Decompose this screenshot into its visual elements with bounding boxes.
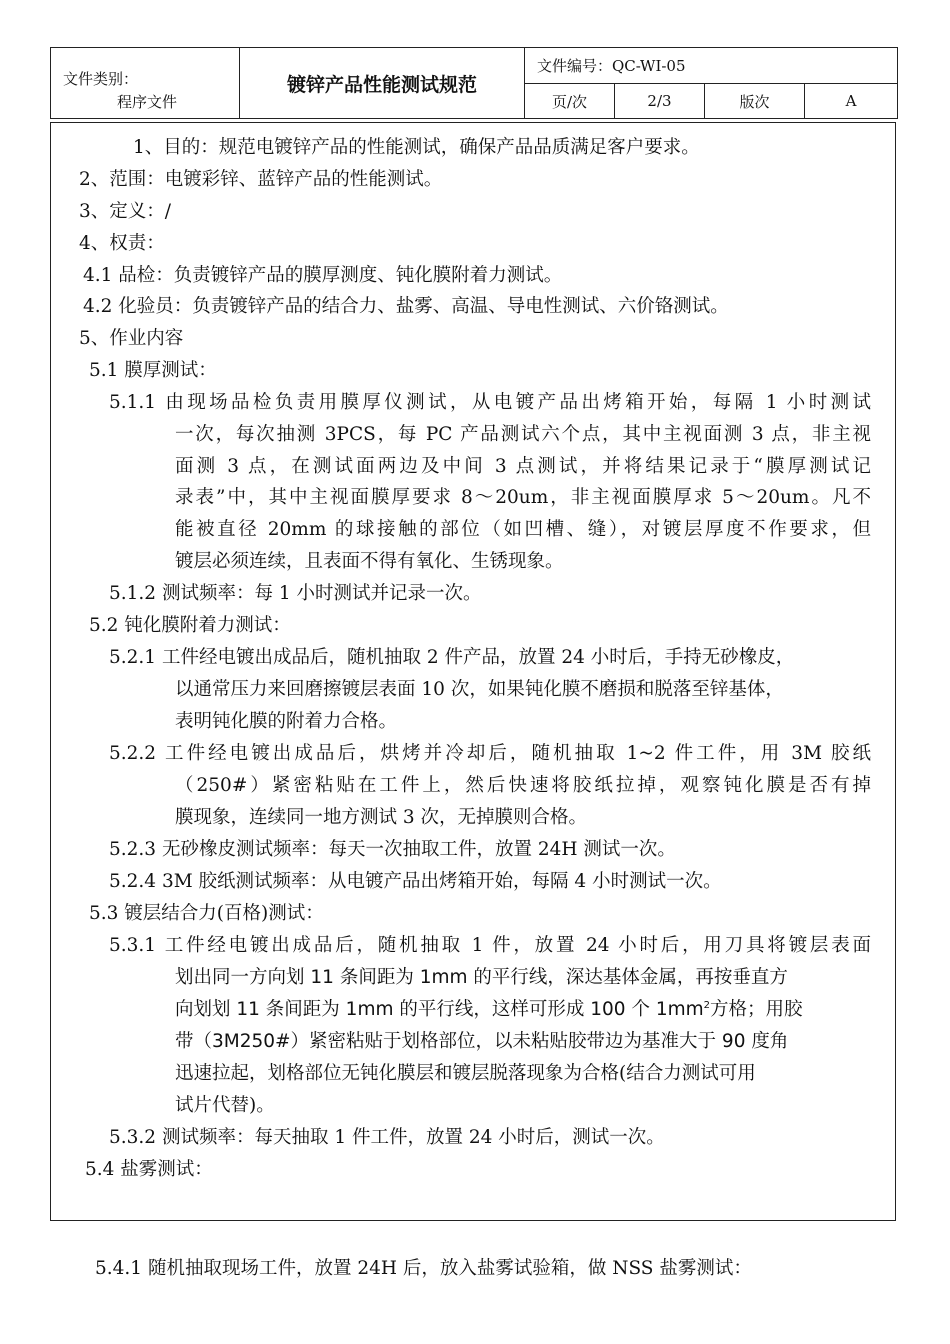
- document-number: 文件编号：QC-WI-05: [525, 48, 897, 84]
- paragraph-line: [109, 649, 794, 668]
- category-label: 文件类别：: [63, 70, 139, 88]
- frequency-5-2-3: 5.2.3 无砂橡皮测试频率：每天一次抽取工件，放置 24H 测试一次。: [109, 839, 676, 860]
- text-run: 镀层表面 10 次: [341, 679, 470, 700]
- content-box: [50, 122, 896, 1221]
- bold-run: 镀层脱落现象为合格: [452, 1063, 620, 1084]
- purpose-line: 1、目的：规范电镀锌产品的性能测试，确保产品品质满足客户要求。: [133, 137, 700, 158]
- paragraph-line: 5.3.1 工件经电镀出成品后，随机抽取 1 件，放置 24 小时后，用刀具将镀层表面: [109, 935, 871, 956]
- paragraph-line: 能被直径 20mm 的球接触的部位（如凹槽、缝），对镀层厚度不作要求，但: [175, 519, 871, 540]
- paragraph-line: 试片代替)。: [175, 1095, 275, 1116]
- version-value: A: [845, 92, 857, 110]
- section-5-4-heading: 5.4 盐雾测试：: [85, 1159, 213, 1180]
- text-run: 向划划 11 条间距为 1mm 的平行线，这样可形成 100 个 1mm: [175, 999, 704, 1021]
- bold-run: ，如果钝化膜不磨损和脱落至锌基体，: [469, 679, 784, 700]
- responsibility-chemist: 4.2 化验员：负责镀锌产品的结合力、盐雾、高温、导电性测试、六价铬测试。: [83, 296, 729, 317]
- footer-line: 5.4.1 随机抽取现场工件，放置 24H 后，放入盐雾试验箱，做 NSS 盐雾测试：: [95, 1258, 752, 1279]
- paragraph-line: 膜现象，连续同一地方测试 3 次，无掉膜则合格。: [175, 807, 588, 828]
- bold-run: 同一方向划 11 条间距为 1mm 的平行线，深达基体金属，再按垂直方: [212, 967, 788, 988]
- paragraph-line: 一次，每次抽测 3PCS，每 PC 产品测试六个点，其中主视面测 3 点，非主视: [175, 424, 871, 445]
- paragraph-line: 面测 3 点，在测试面两边及中间 3 点测试，并将结果记录于“膜厚测试记: [175, 456, 871, 477]
- category-value: 程序文件: [117, 93, 178, 111]
- paragraph-line: [175, 1001, 803, 1020]
- paragraph-line: 5.2.2 工件经电镀出成品后，烘烤并冷却后，随机抽取 1~2 件工件，用 3M 胶纸: [109, 743, 871, 764]
- frequency-5-1-2: 5.1.2 测试频率：每 1 小时测试并记录一次。: [109, 583, 482, 604]
- document-title: 镀锌产品性能测试规范: [240, 48, 525, 118]
- text-run: 5.2.1 工件经电镀出成品后，随机抽取 2 件产品，放置 24 小时后，: [109, 647, 665, 668]
- bold-run: 手持无砂橡皮，: [664, 647, 795, 668]
- text-run: 和: [434, 1063, 453, 1084]
- responsibility-inspector: 4.1 品检：负责镀锌产品的膜厚测度、钝化膜附着力测试。: [83, 265, 563, 286]
- text-run: 方格；用胶: [710, 999, 803, 1021]
- paragraph-line: [175, 681, 784, 700]
- paragraph-line: （250#）紧密粘贴在工件上，然后快速将胶纸拉掉，观察钝化膜是否有掉: [175, 775, 871, 796]
- work-content-heading: 5、作业内容: [79, 328, 184, 349]
- scope-line: 2、范围：电镀彩锌、蓝锌产品的性能测试。: [79, 169, 443, 190]
- superscript: 2: [703, 1000, 711, 1011]
- frequency-5-2-4: 5.2.4 3M 胶纸测试频率：从电镀产品出烤箱开始，每隔 4 小时测试一次。: [109, 871, 722, 892]
- bold-run: 以通常压力来回磨擦: [175, 679, 342, 700]
- section-5-3-heading: 5.3 镀层结合力(百格)测试：: [89, 903, 324, 924]
- section-5-1-heading: 5.1 膜厚测试：: [89, 360, 217, 381]
- version-label: 版次: [705, 84, 805, 118]
- category-cell: [51, 48, 240, 118]
- definition-line: 3、定义：/: [79, 201, 172, 222]
- paragraph-line: [175, 969, 788, 988]
- bold-run: 迅速拉起，划格部位无钝化膜层: [175, 1063, 435, 1084]
- responsibility-heading: 4、权责：: [79, 233, 165, 254]
- document-header: [50, 47, 898, 119]
- frequency-5-3-2: 5.3.2 测试频率：每天抽取 1 件工件，放置 24 小时后，测试一次。: [109, 1127, 665, 1148]
- paragraph-line: 录表”中，其中主视面膜厚要求 8～20um，非主视面膜厚求 5～20um。凡不: [175, 487, 871, 508]
- doc-info-cell: [525, 48, 897, 118]
- page-value: 2/3: [615, 84, 705, 118]
- paragraph-line: 带（3M250#）紧密粘贴于划格部位，以未粘贴胶带边为基准大于 90 度角: [175, 1031, 789, 1052]
- section-5-2-heading: 5.2 钝化膜附着力测试：: [89, 615, 291, 636]
- page-version-row: [525, 84, 897, 118]
- paragraph-line: 镀层必须连续，且表面不得有氧化、生锈现象。: [175, 551, 564, 572]
- paragraph-line: [175, 1065, 756, 1084]
- paragraph-line: 5.1.1 由现场品检负责用膜厚仪测试，从电镀产品出烤箱开始，每隔 1 小时测试: [109, 392, 871, 413]
- page-label: 页/次: [525, 84, 615, 118]
- text-run: (结合力测试可用: [619, 1063, 756, 1084]
- text-run: 划出: [175, 967, 213, 988]
- paragraph-line: 表明钝化膜的附着力合格。: [175, 711, 398, 732]
